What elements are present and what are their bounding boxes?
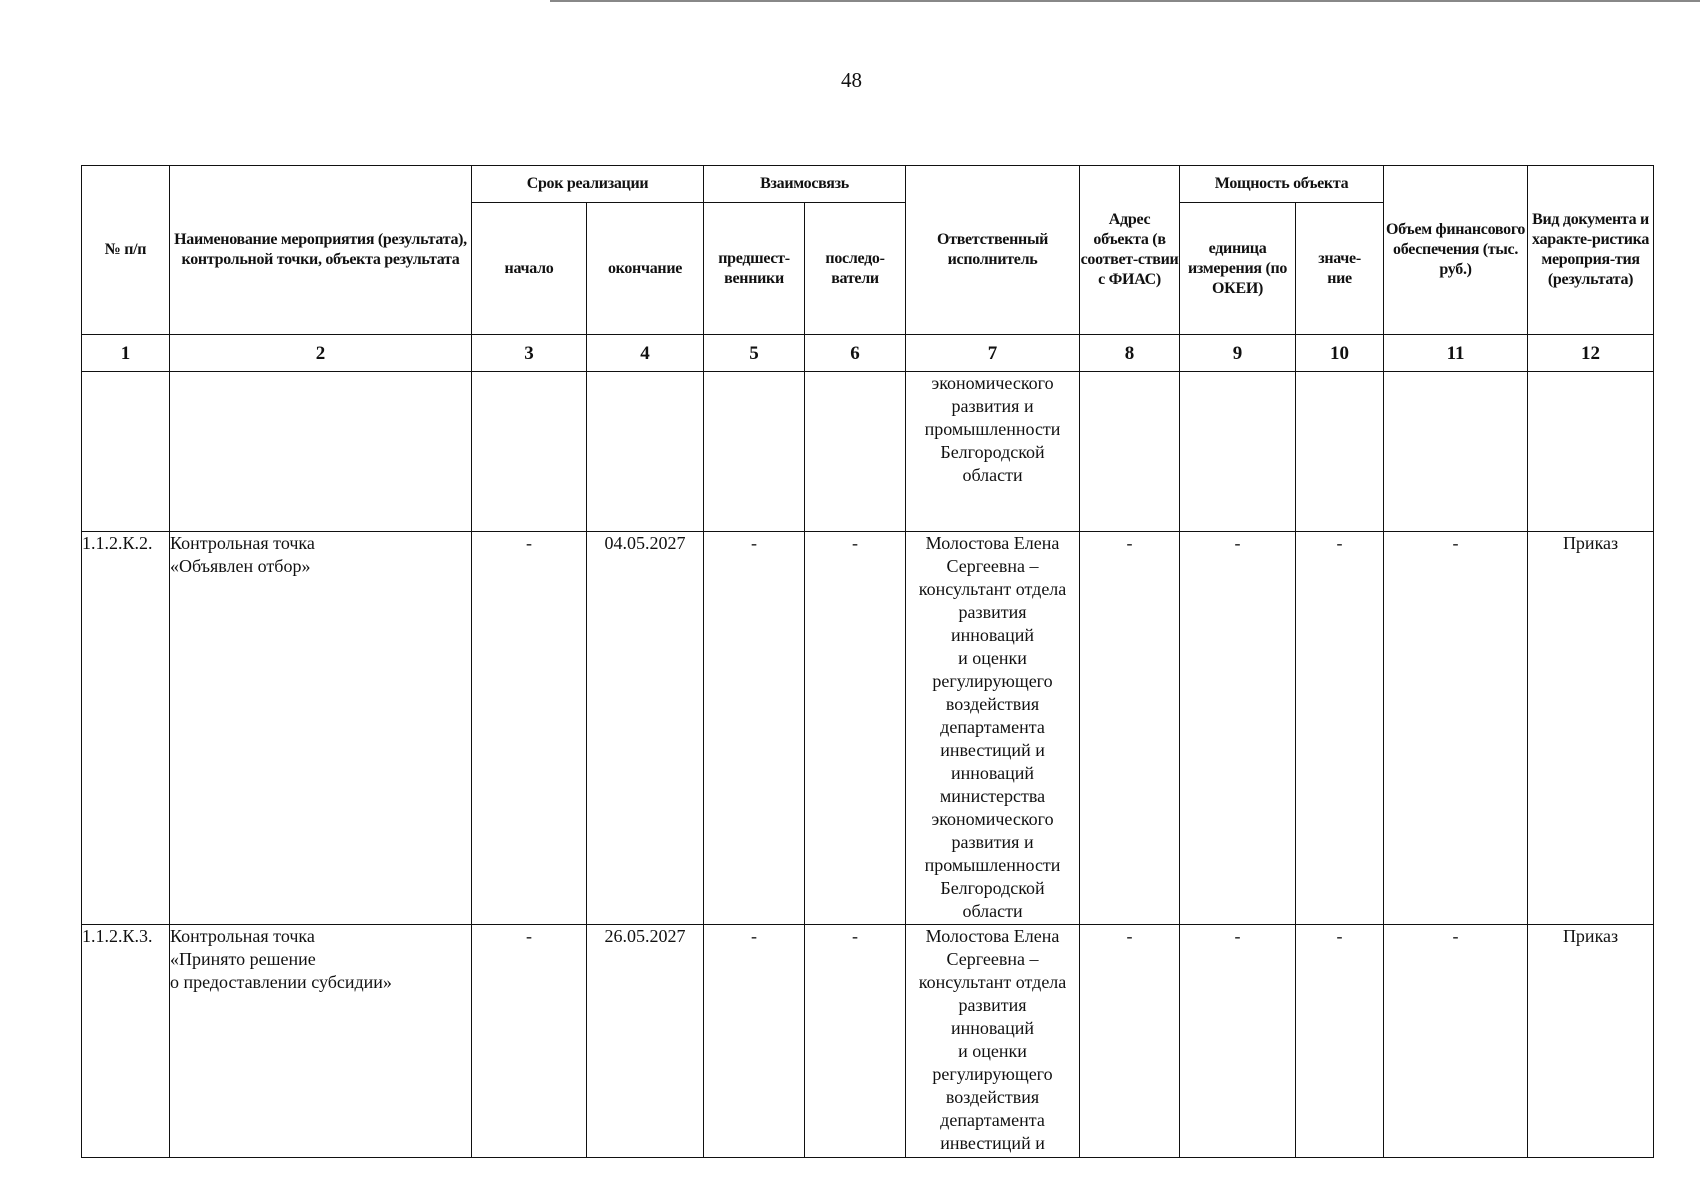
column-number: 1 bbox=[82, 335, 170, 372]
empty-cell bbox=[472, 372, 587, 532]
empty-cell bbox=[1384, 372, 1528, 532]
row-predecessors: - bbox=[704, 532, 805, 925]
row-executor: Молостова Елена Сергеевна – консультант отдела развития инноваций и оценки регулирующего воздействия департамента инвестиций и инноваций министерства экономического развития и промышленности Белгородской области bbox=[906, 532, 1080, 925]
empty-cell bbox=[1080, 372, 1180, 532]
empty-cell bbox=[587, 372, 704, 532]
row-successors: - bbox=[805, 925, 906, 1158]
column-number: 6 bbox=[805, 335, 906, 372]
column-number: 7 bbox=[906, 335, 1080, 372]
column-number: 4 bbox=[587, 335, 704, 372]
header-start: начало bbox=[472, 203, 587, 335]
column-number: 9 bbox=[1180, 335, 1296, 372]
row-start: - bbox=[472, 925, 587, 1158]
row-unit: - bbox=[1180, 532, 1296, 925]
header-end: окончание bbox=[587, 203, 704, 335]
empty-cell bbox=[170, 372, 472, 532]
row-unit: - bbox=[1180, 925, 1296, 1158]
header-address: Адрес объекта (в соответ-ствии с ФИАС) bbox=[1080, 166, 1180, 335]
top-rule bbox=[550, 0, 1700, 2]
column-number: 12 bbox=[1528, 335, 1654, 372]
row-start: - bbox=[472, 532, 587, 925]
row-address: - bbox=[1080, 925, 1180, 1158]
empty-cell bbox=[82, 372, 170, 532]
empty-cell bbox=[1180, 372, 1296, 532]
row-successors: - bbox=[805, 532, 906, 925]
row-value: - bbox=[1296, 532, 1384, 925]
row-address: - bbox=[1080, 532, 1180, 925]
column-number: 5 bbox=[704, 335, 805, 372]
row-funding: - bbox=[1384, 532, 1528, 925]
row-end: 04.05.2027 bbox=[587, 532, 704, 925]
empty-cell bbox=[1296, 372, 1384, 532]
header-name: Наименование мероприятия (результата), контрольной точки, объекта результата bbox=[170, 166, 472, 335]
header-row-top bbox=[82, 166, 1654, 203]
row-id: 1.1.2.К.3. bbox=[82, 925, 170, 1158]
header-funding: Объем финансового обеспечения (тыс. руб.) bbox=[1384, 166, 1528, 335]
header-doc-type: Вид документа и характе-ристика мероприя-тия (результата) bbox=[1528, 166, 1654, 335]
header-predecessors: предшест- венники bbox=[704, 203, 805, 335]
header-link-group: Взаимосвязь bbox=[704, 166, 906, 203]
column-number: 3 bbox=[472, 335, 587, 372]
row-name: Контрольная точка «Объявлен отбор» bbox=[170, 532, 472, 925]
header-successors: последо- ватели bbox=[805, 203, 906, 335]
row-value: - bbox=[1296, 925, 1384, 1158]
header-unit: единица измерения (по ОКЕИ) bbox=[1180, 203, 1296, 335]
header-executor: Ответственный исполнитель bbox=[906, 166, 1080, 335]
header-term-group: Срок реализации bbox=[472, 166, 704, 203]
executor-cell bbox=[906, 372, 1080, 532]
row-funding: - bbox=[1384, 925, 1528, 1158]
empty-cell bbox=[704, 372, 805, 532]
column-number: 10 bbox=[1296, 335, 1384, 372]
plan-table bbox=[81, 165, 1654, 1158]
header-value: значе- ние bbox=[1296, 203, 1384, 335]
row-name: Контрольная точка «Принято решение о предоставлении субсидии» bbox=[170, 925, 472, 1158]
row-executor-cell bbox=[906, 925, 1080, 1158]
row-doc-type: Приказ bbox=[1528, 925, 1654, 1158]
executor-text: экономического развития и промышленности Белгородской области bbox=[924, 373, 1061, 485]
row-end: 26.05.2027 bbox=[587, 925, 704, 1158]
header-num: № п/п bbox=[82, 166, 170, 335]
column-number: 8 bbox=[1080, 335, 1180, 372]
empty-cell bbox=[805, 372, 906, 532]
page-number: 48 bbox=[841, 68, 862, 92]
header-capacity-group: Мощность объекта bbox=[1180, 166, 1384, 203]
empty-cell bbox=[1528, 372, 1654, 532]
table-row bbox=[82, 925, 1654, 1158]
column-number: 2 bbox=[170, 335, 472, 372]
row-id: 1.1.2.К.2. bbox=[82, 532, 170, 925]
column-number-row bbox=[82, 335, 1654, 372]
row-executor: Молостова Елена Сергеевна – консультант отдела развития инноваций и оценки регулирующего воздействия департамента инвестиций и bbox=[918, 926, 1067, 1153]
row-doc-type: Приказ bbox=[1528, 532, 1654, 925]
column-number: 11 bbox=[1384, 335, 1528, 372]
table-row bbox=[82, 532, 1654, 925]
row-predecessors: - bbox=[704, 925, 805, 1158]
table-row-continuation bbox=[82, 372, 1654, 532]
